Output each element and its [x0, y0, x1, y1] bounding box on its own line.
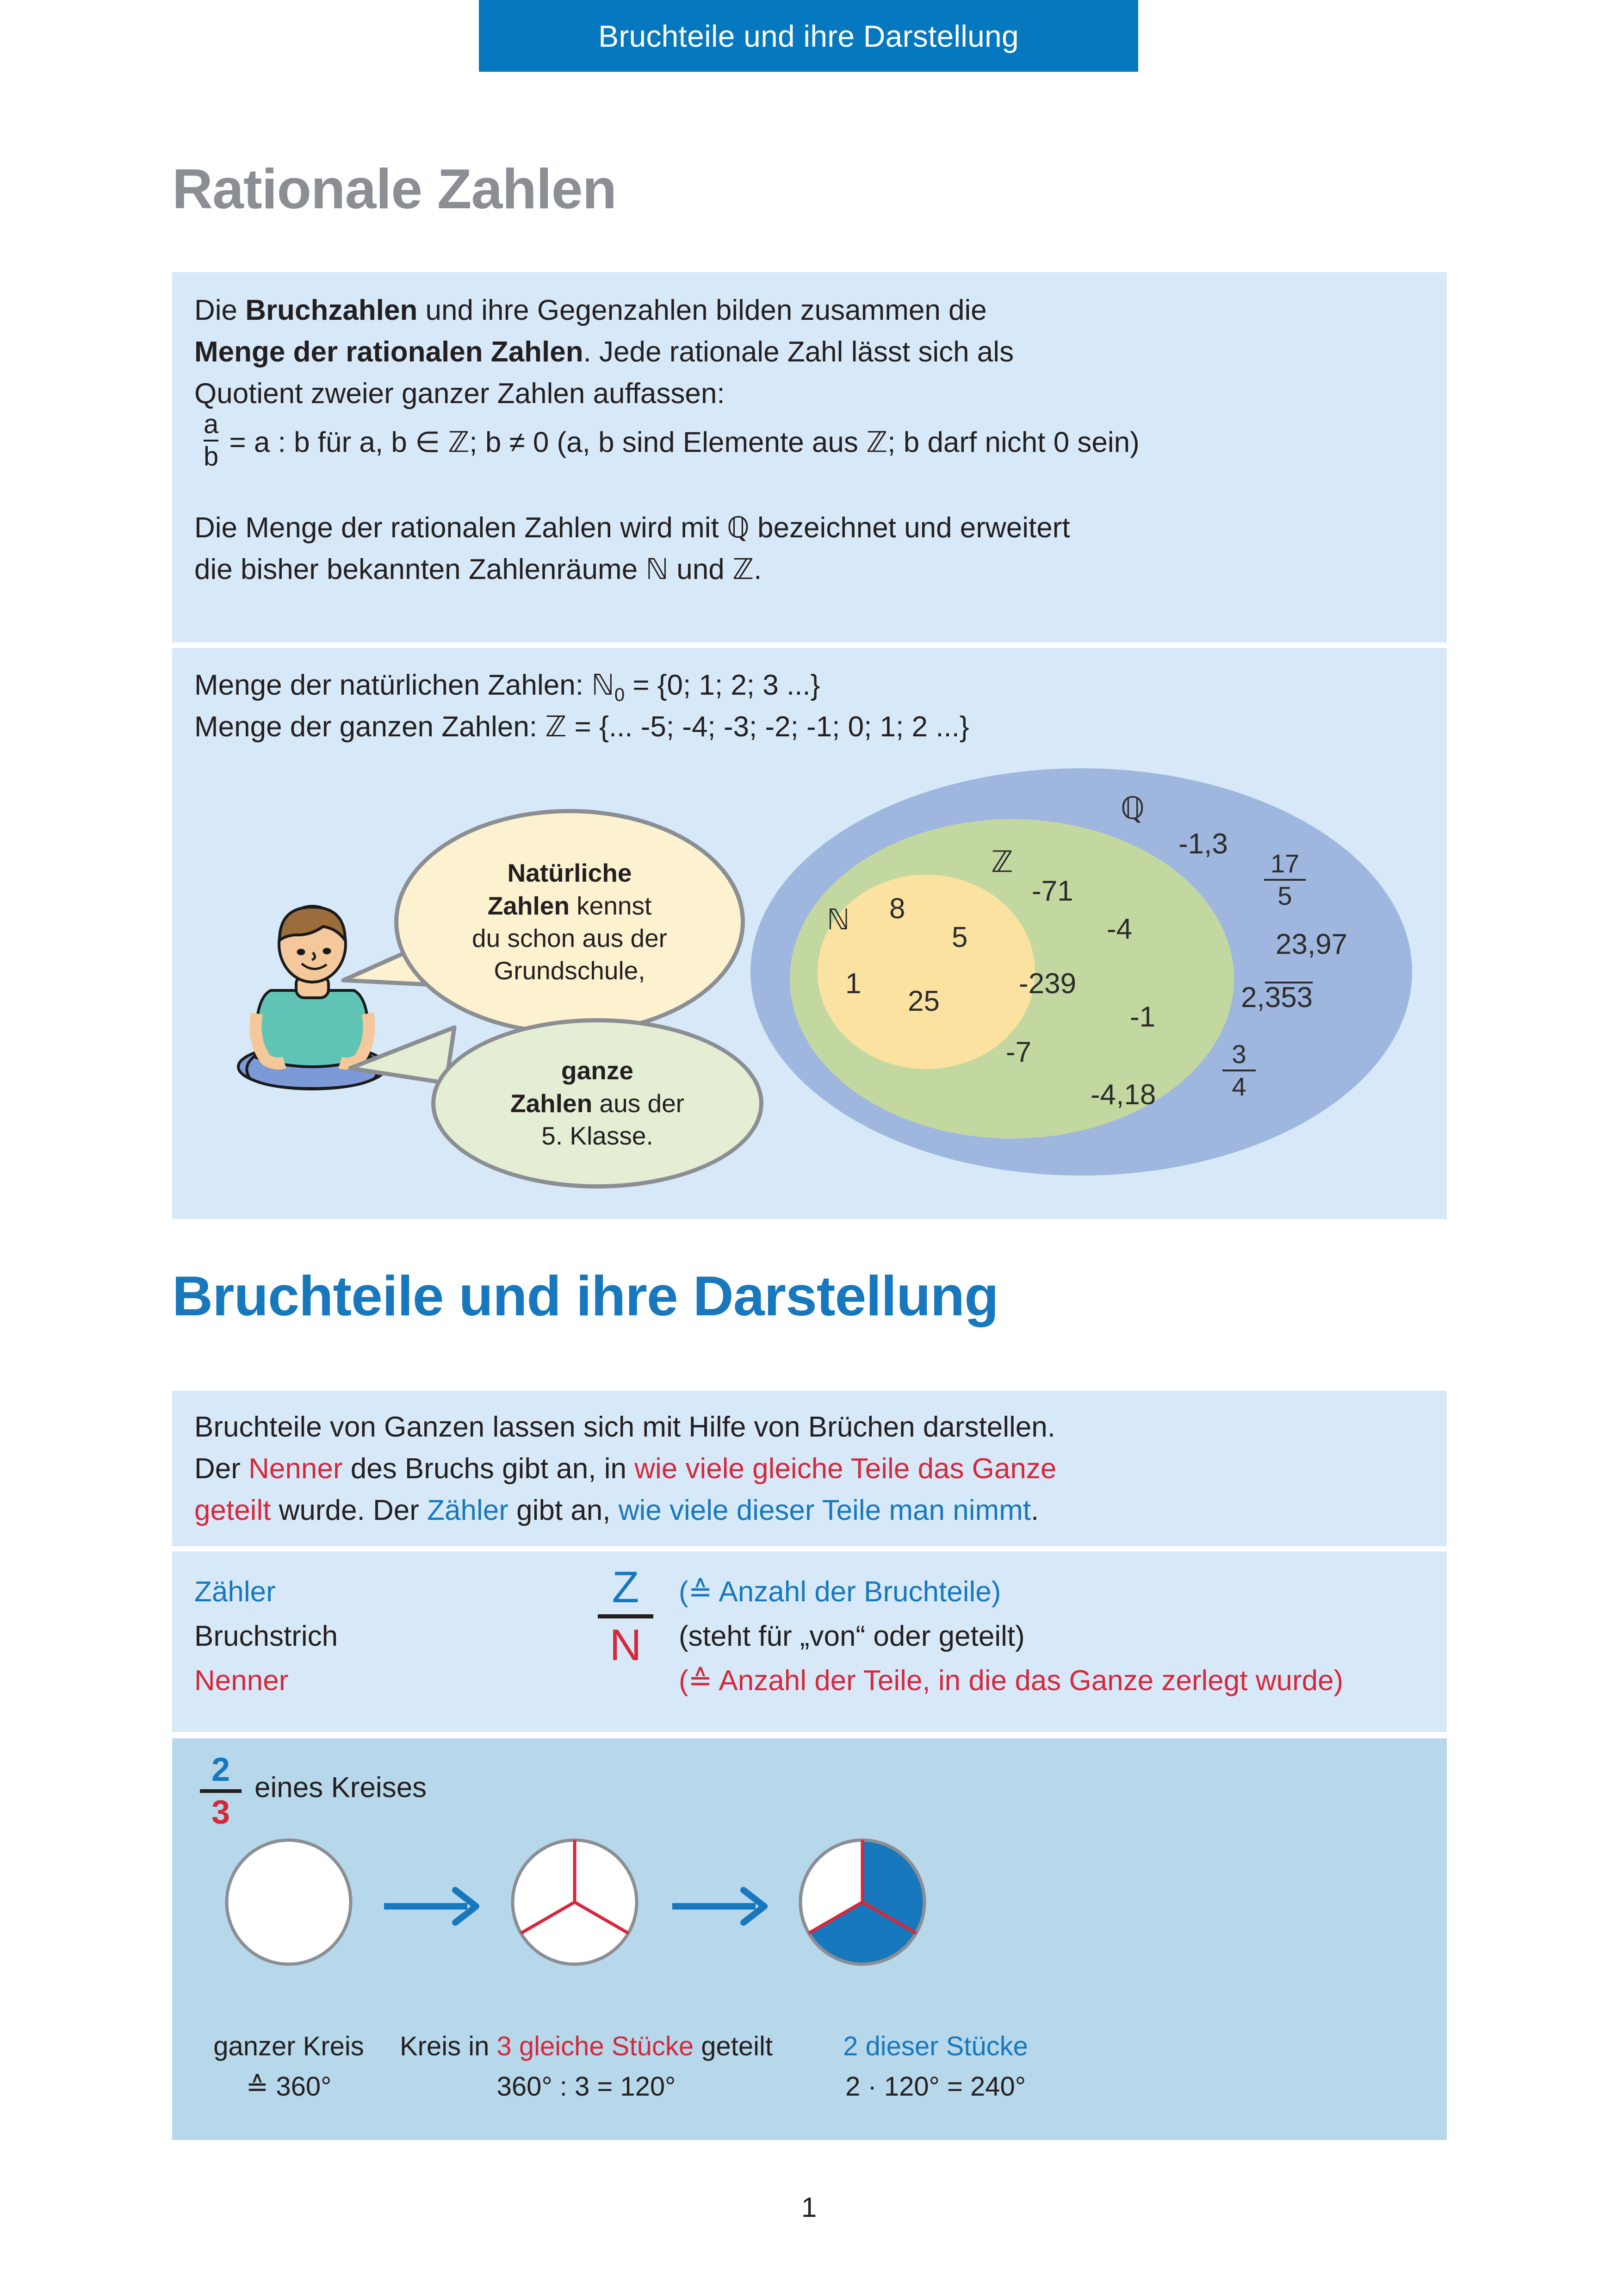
venn-number: -71 — [1032, 875, 1073, 907]
venn-label-z: ℤ — [991, 845, 1013, 878]
line-natuerliche-zahlen — [194, 665, 820, 708]
highlight-nenner: Nenner — [248, 1452, 343, 1485]
fraction-denominator: 4 — [1232, 1072, 1246, 1101]
venn-number: 5 — [952, 921, 968, 953]
text-fragment: des Bruchs gibt an, in — [342, 1452, 635, 1485]
fraction-2-over-3 — [200, 1753, 242, 1829]
fraction-numerator: 3 — [1232, 1039, 1246, 1069]
circle-two-thirds-shaded — [798, 1837, 927, 1967]
text-line-zahlenraeume: die bisher bekannten Zahlenräume ℕ und ℤ. — [194, 553, 762, 585]
fraction-denominator: 5 — [1277, 881, 1292, 910]
fraction-denominator-3: 3 — [211, 1794, 230, 1831]
bubble-bold-text: ganze — [561, 1056, 633, 1085]
fraction-bar — [598, 1614, 653, 1618]
venn-number: 25 — [908, 985, 940, 1017]
bubble-bold-text: Zahlen — [510, 1089, 593, 1118]
text-fragment: . Jede rationale Zahl lässt sich als — [583, 336, 1014, 368]
fraction-denominator-n: N — [609, 1620, 642, 1670]
line-ganze-zahlen: Menge der ganzen Zahlen: ℤ = {... -5; -4; -3; -2; -1; 0; 1; 2 ...} — [194, 711, 969, 743]
formula-a-over-b — [201, 411, 1441, 470]
paragraph-menge-q — [194, 507, 1434, 591]
bold-menge-rationalen: Menge der rationalen Zahlen — [194, 336, 583, 368]
venn-fraction-17-5 — [1264, 851, 1306, 909]
label-menge-natuerliche: Menge der natürlichen Zahlen: ℕ — [194, 669, 614, 701]
caption-fragment: Kreis in — [399, 2031, 497, 2061]
highlight-teile: wie viele gleiche Teile das Ganze — [634, 1452, 1057, 1485]
content-box-rationale-zahlen — [172, 272, 1447, 642]
fraction-numerator-2: 2 — [211, 1751, 230, 1788]
venn-periodic-decimal — [1241, 981, 1313, 1014]
text-fragment: Die — [194, 294, 246, 326]
circle-divided-thirds — [510, 1837, 639, 1967]
legend-term-nenner: Nenner — [194, 1665, 289, 1697]
fraction-numerator: a — [204, 409, 219, 439]
caption-ganzer-kreis — [196, 2026, 381, 2107]
caption-title: 2 dieser Stücke — [843, 2031, 1028, 2061]
bubble-text: 5. Klasse. — [541, 1121, 653, 1151]
fraction-numerator: 17 — [1270, 849, 1300, 878]
venn-number: 23,97 — [1276, 928, 1348, 960]
fraction-a-b — [204, 411, 218, 470]
legend-desc-bruchstrich: (steht für „von“ oder geteilt) — [679, 1620, 1025, 1653]
subscript-zero: 0 — [614, 684, 625, 705]
header-tab-label: Bruchteile und ihre Darstellung — [598, 19, 1019, 53]
text-line-bruchteile: Bruchteile von Ganzen lassen sich mit Hilfe von Brüchen darstellen. — [194, 1411, 1055, 1443]
venn-number: 1 — [845, 968, 862, 1000]
legend-term-bruchstrich: Bruchstrich — [194, 1620, 338, 1653]
formula-text: = a : b für a, b ∈ ℤ; b ≠ 0 (a, b sind Elemente aus ℤ; b darf nicht 0 sein) — [229, 426, 1140, 459]
page-number: 1 — [801, 2192, 817, 2223]
content-box-mengen-venn — [172, 648, 1447, 1219]
fraction-bar — [1264, 879, 1306, 881]
fraction-z-over-n — [598, 1562, 653, 1670]
legend-desc-zaehler: (≙ Anzahl der Bruchteile) — [679, 1576, 1001, 1608]
text-fragment: gibt an, — [508, 1494, 619, 1526]
bubble-text: aus der — [592, 1089, 684, 1118]
text-fragment: wurde. Der — [271, 1494, 428, 1526]
text-fragment: und ihre Gegenzahlen bilden zusammen die — [417, 294, 987, 326]
text-fragment: Der — [194, 1452, 249, 1485]
caption-title: ganzer Kreis — [213, 2031, 364, 2061]
caption-fragment: geteilt — [694, 2031, 773, 2061]
paragraph-bruchzahlen — [194, 290, 1425, 415]
bubble-bold-text: Zahlen — [487, 891, 570, 920]
legend-term-zaehler: Zähler — [194, 1576, 276, 1608]
content-box-legend — [172, 1551, 1447, 1732]
venn-label-q: ℚ — [1121, 791, 1145, 825]
venn-number: 8 — [889, 893, 905, 925]
arrow-right-icon-1 — [381, 1885, 488, 1927]
text-line-q-bezeichnet: Die Menge der rationalen Zahlen wird mit ℚ bezeichnet und erweitert — [194, 512, 1070, 544]
paragraph-nenner-zaehler — [194, 1406, 1434, 1531]
periodic-prefix: 2, — [1241, 982, 1265, 1014]
bubble-bold-text: Natürliche — [507, 859, 632, 888]
circle-whole — [224, 1837, 353, 1967]
speech-bubble-natuerliche-zahlen — [394, 809, 745, 1035]
periodic-repeat: 353 — [1265, 982, 1313, 1014]
venn-label-n: ℕ — [827, 904, 850, 936]
caption-value: 2 · 120° = 240° — [845, 2072, 1026, 2102]
venn-number: -7 — [1006, 1036, 1032, 1068]
content-box-bruchteile-text — [172, 1391, 1447, 1546]
legend-desc-nenner: (≙ Anzahl der Teile, in die das Ganze zerlegt wurde) — [679, 1665, 1344, 1697]
venn-number: -1,3 — [1178, 828, 1228, 860]
page-title-rationale-zahlen: Rationale Zahlen — [172, 157, 617, 220]
text-line-quotient: Quotient zweier ganzer Zahlen auffassen: — [194, 377, 725, 410]
content-box-kreise — [172, 1738, 1447, 2140]
venn-number: -239 — [1019, 968, 1077, 1000]
header-tab — [479, 0, 1138, 72]
venn-number: -1 — [1130, 1001, 1156, 1033]
caption-value: ≙ 360° — [246, 2072, 332, 2102]
caption-value: 360° : 3 = 120° — [496, 2072, 676, 2102]
arrow-right-icon-2 — [670, 1885, 776, 1927]
venn-number: -4,18 — [1091, 1079, 1156, 1111]
text-fragment: . — [1031, 1494, 1039, 1526]
venn-fraction-3-4 — [1222, 1041, 1256, 1100]
venn-diagram — [741, 764, 1435, 1180]
legend-descriptions — [679, 1570, 1343, 1703]
venn-number: -4 — [1107, 913, 1133, 945]
highlight-zaehler: Zähler — [427, 1494, 508, 1526]
fraction-numerator-z: Z — [612, 1562, 639, 1612]
bubble-text: kennst — [569, 891, 652, 920]
label-eines-kreises: eines Kreises — [254, 1772, 427, 1804]
caption-zwei-stuecke — [787, 2026, 1084, 2107]
bubble-text: Grundschule, — [494, 956, 645, 985]
value-menge-natuerliche: = {0; 1; 2; 3 ...} — [625, 669, 820, 701]
legend-terms — [194, 1570, 338, 1703]
speech-bubble-ganze-zahlen — [431, 1018, 763, 1188]
highlight-teile-nimmt: wie viele dieser Teile man nimmt — [618, 1494, 1031, 1526]
caption-highlight-red: 3 gleiche Stücke — [496, 2031, 694, 2061]
fraction-bar — [200, 1789, 242, 1793]
caption-kreis-geteilt — [390, 2026, 783, 2107]
highlight-geteilt: geteilt — [194, 1494, 271, 1526]
fraction-denominator: b — [204, 442, 219, 472]
section-title-bruchteile: Bruchteile und ihre Darstellung — [172, 1264, 998, 1327]
bubble-text: du schon aus der — [472, 924, 667, 952]
bold-bruchzahlen: Bruchzahlen — [245, 294, 418, 326]
fraction-bar — [1222, 1070, 1256, 1071]
